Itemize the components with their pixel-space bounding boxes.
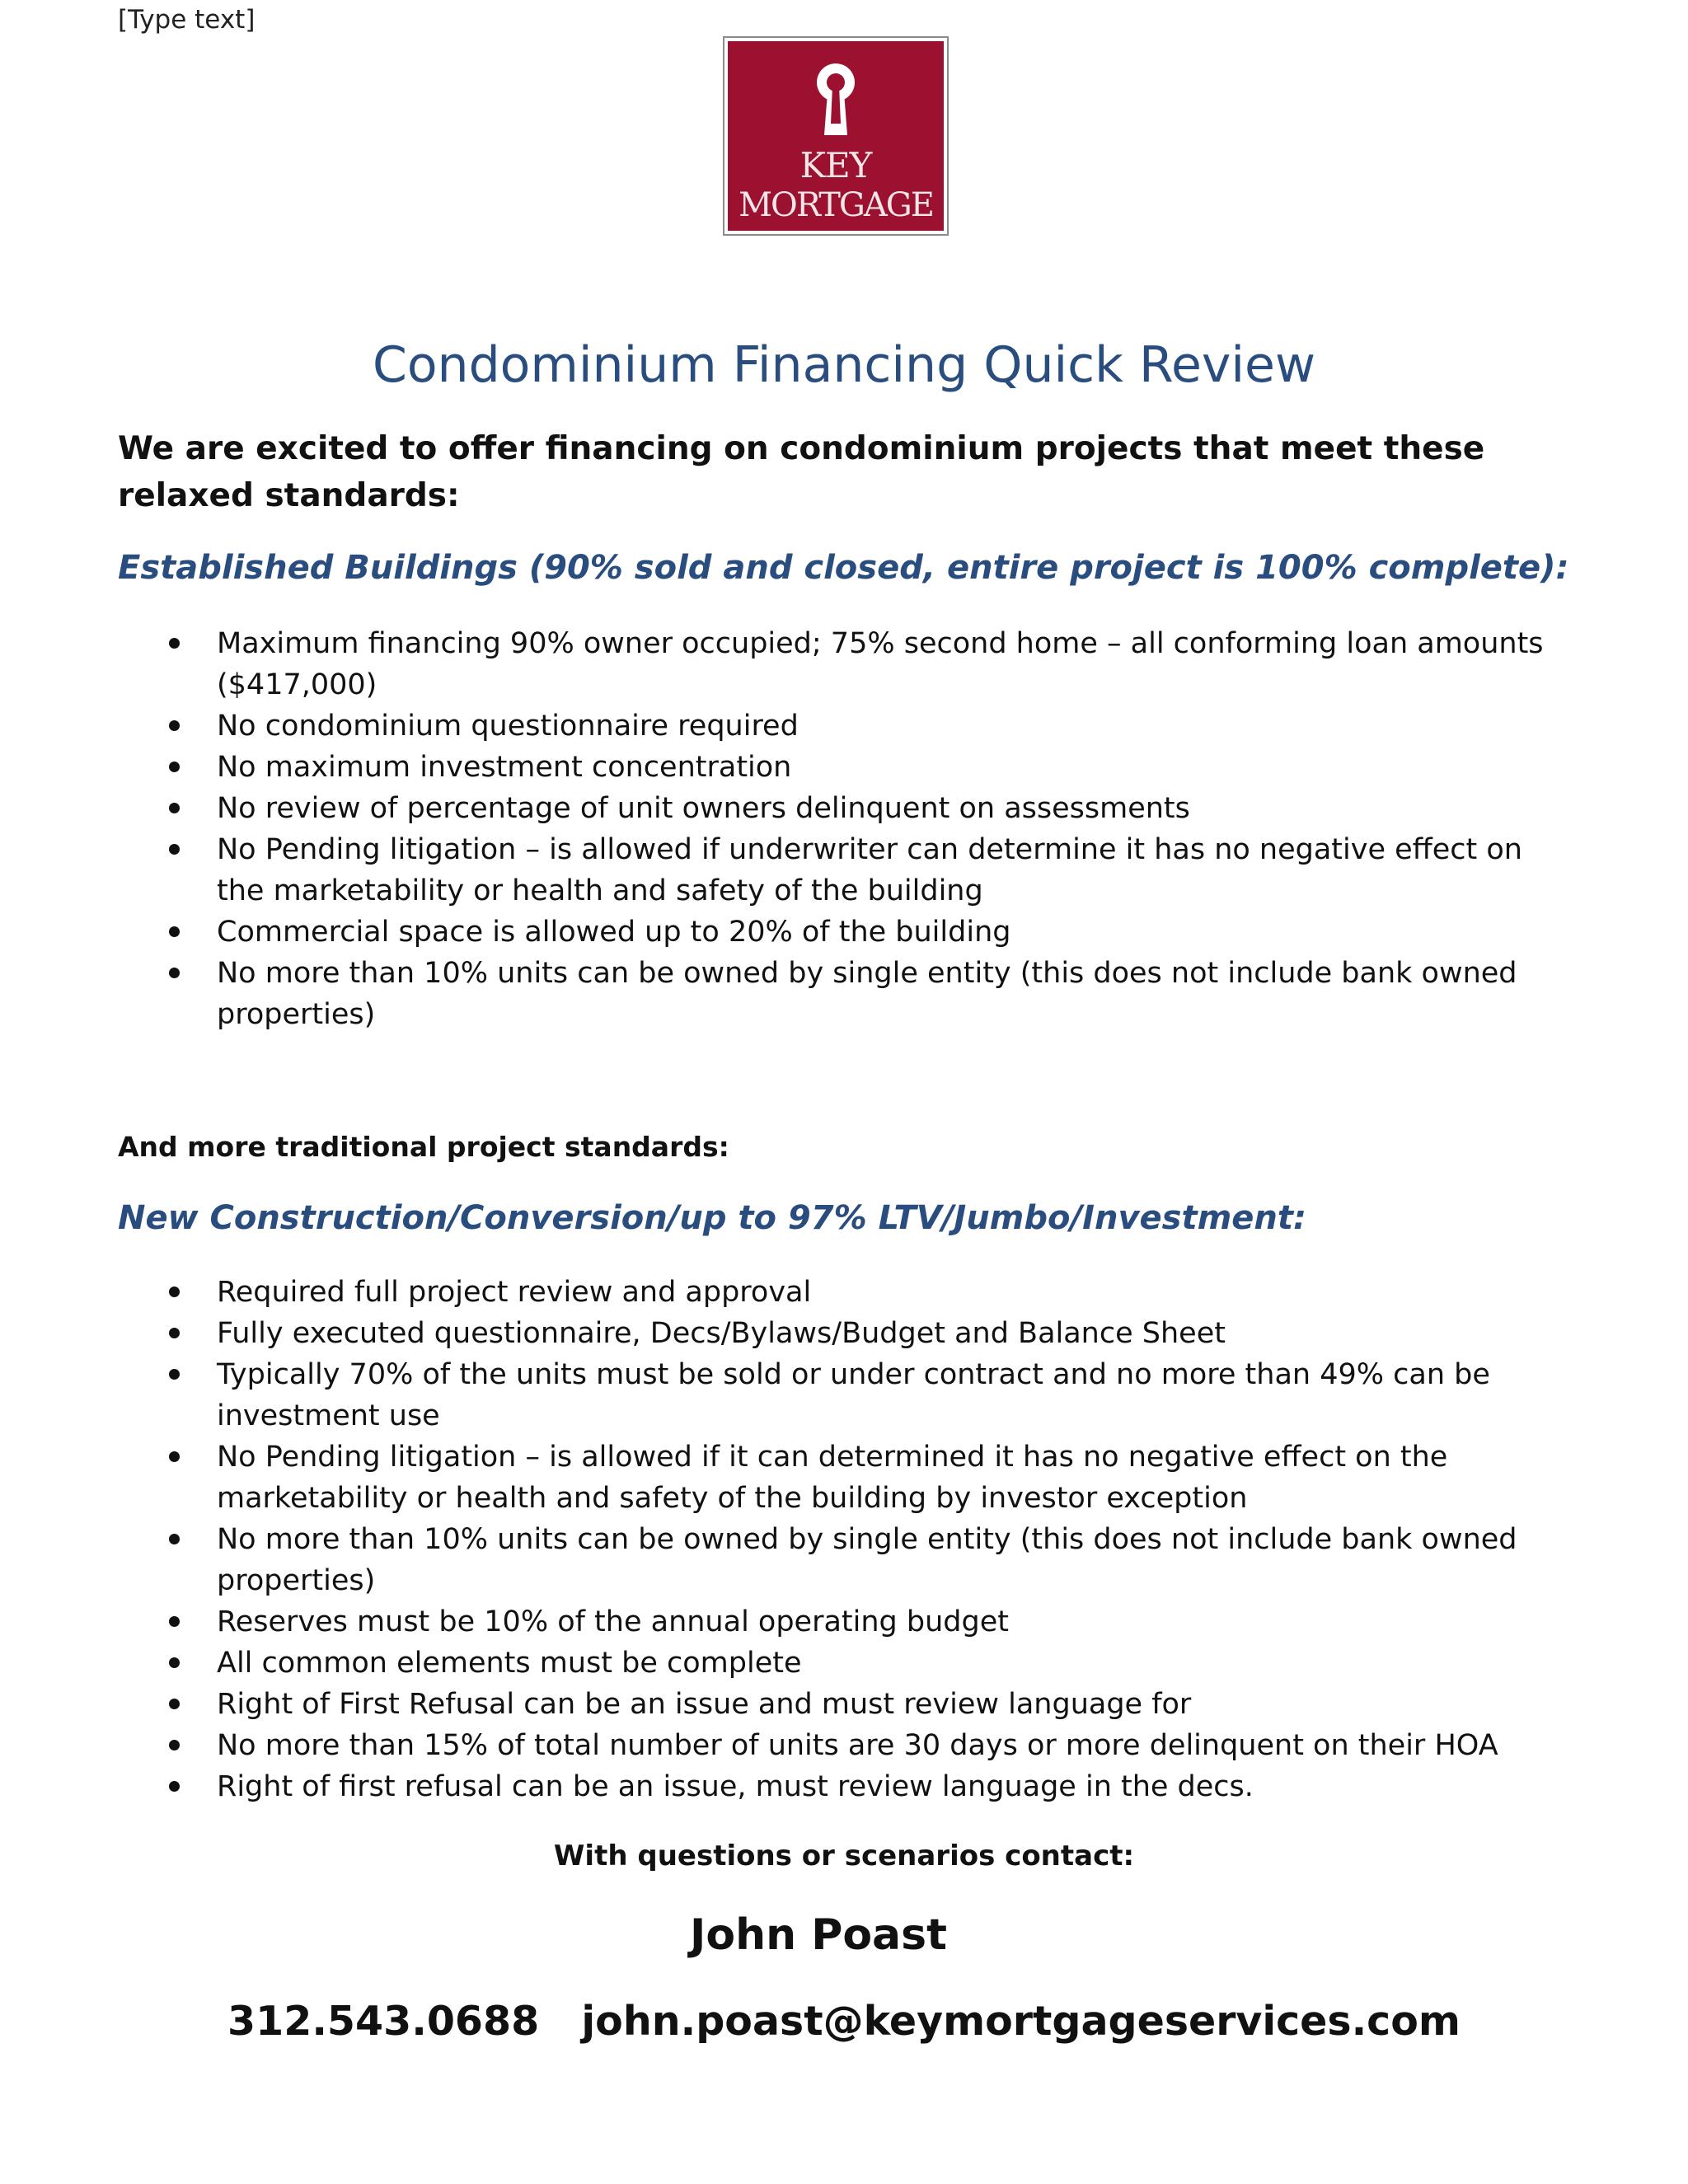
logo-background: [728, 41, 944, 231]
bullet-icon: [169, 1657, 180, 1668]
bullet-icon: [169, 844, 180, 855]
contact-phone[interactable]: 312.543.0688: [227, 1998, 540, 2045]
logo-word-mortgage: MORTGAGE: [738, 186, 933, 224]
bullet-icon: [169, 1369, 180, 1380]
list-item: No Pending litigation – is allowed if it can determined it has no negative effect on the marketability or health and safety of the building by investor exception: [118, 1436, 1568, 1519]
header-placeholder-text: [Type text]: [118, 5, 256, 35]
key-mortgage-logo: [723, 36, 949, 236]
list-item: Right of First Refusal can be an issue and must review language for: [118, 1684, 1568, 1725]
contact-name: John Poast: [690, 1910, 947, 1960]
contact-details: [0, 1998, 1688, 2045]
list-item: No more than 10% units can be owned by single entity (this does not include bank owned properties): [118, 953, 1568, 1035]
list-item: No review of percentage of unit owners delinquent on assessments: [118, 788, 1568, 829]
bullet-icon: [169, 1616, 180, 1627]
list-item: Commercial space is allowed up to 20% of the building: [118, 912, 1568, 953]
bullet-icon: [169, 1699, 180, 1709]
bullet-icon: [169, 638, 180, 649]
contact-lead-text: With questions or scenarios contact:: [553, 1840, 1135, 1872]
contact-email[interactable]: john.poast@keymortgageservices.com: [581, 1998, 1461, 2045]
list-item: No more than 10% units can be owned by single entity (this does not include bank owned properties): [118, 1519, 1568, 1601]
bullet-icon: [169, 720, 180, 731]
list-item: Required full project review and approval: [118, 1272, 1568, 1313]
keyhole-icon: [811, 59, 860, 138]
section-heading-new-construction: New Construction/Conversion/up to 97% LTV/Jumbo/Investment:: [118, 1199, 1306, 1237]
list-item: Maximum financing 90% owner occupied; 75% second home – all conforming loan amounts ($417,000): [118, 623, 1568, 705]
document-title: Condominium Financing Quick Review: [372, 336, 1316, 394]
bullet-icon: [169, 803, 180, 813]
bullet-icon: [169, 1781, 180, 1792]
bullet-icon: [169, 968, 180, 978]
bullet-icon: [169, 1534, 180, 1544]
intro-paragraph: We are excited to offer financing on condominium projects that meet these relaxed standards:: [118, 430, 1485, 514]
list-item: No condominium questionnaire required: [118, 705, 1568, 747]
list-item: No more than 15% of total number of units are 30 days or more delinquent on their HOA: [118, 1725, 1568, 1766]
list-item: All common elements must be complete: [118, 1643, 1568, 1684]
logo-word-key: KEY: [799, 145, 872, 185]
section-heading-established: Established Buildings (90% sold and closed, entire project is 100% complete):: [118, 549, 1569, 587]
traditional-standards-label: And more traditional project standards:: [118, 1131, 729, 1163]
bullet-icon: [169, 926, 180, 937]
list-item: Fully executed questionnaire, Decs/Bylaws/Budget and Balance Sheet: [118, 1313, 1568, 1354]
bullet-icon: [169, 1328, 180, 1338]
list-item: No maximum investment concentration: [118, 747, 1568, 788]
bullet-icon: [169, 1740, 180, 1750]
list-item: Reserves must be 10% of the annual operating budget: [118, 1601, 1568, 1643]
established-requirements-list: [118, 623, 1568, 1035]
list-item: Right of first refusal can be an issue, must review language in the decs.: [118, 1766, 1568, 1807]
bullet-icon: [169, 1286, 180, 1297]
list-item: Typically 70% of the units must be sold or under contract and no more than 49% can be investment use: [118, 1354, 1568, 1436]
bullet-icon: [169, 1451, 180, 1462]
list-item: No Pending litigation – is allowed if underwriter can determine it has no negative effect on the marketability or health and safety of the building: [118, 829, 1568, 912]
new-construction-requirements-list: [118, 1272, 1568, 1807]
bullet-icon: [169, 762, 180, 772]
